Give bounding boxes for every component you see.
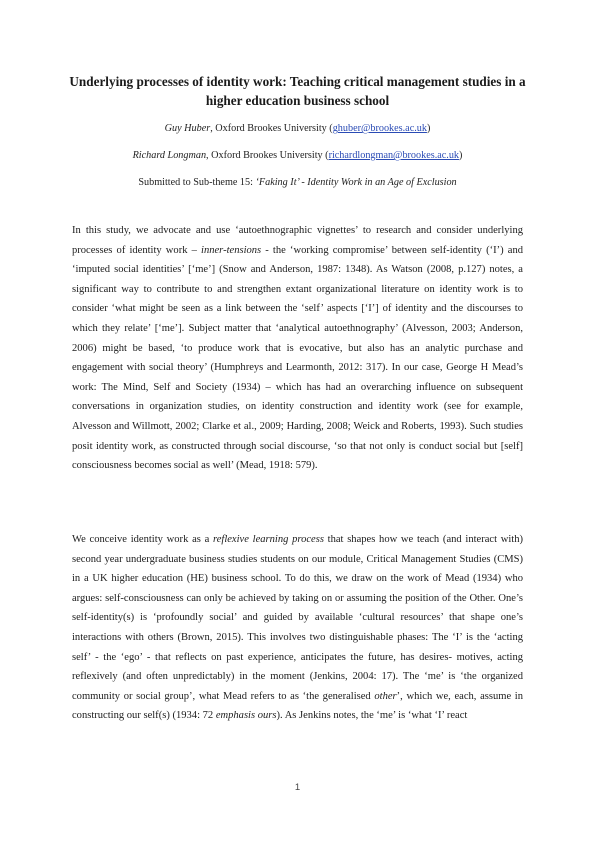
body-paragraph-1: In this study, we advocate and use ‘autoethnographic vignettes’ to research and consider underlying processes of identity work – inner-tensions - the ‘working compromise’ between self-identity (‘I’) and ‘imputed social identities’ [‘me’] (Snow and Anderson, 1987: 1348). As Watson (2008, p.127) notes, a significant way to contribute to and strengthen extant organizational literature on identity work is to consider ‘what might be seen as a link between the ‘self’ aspects [‘I’] of identity and the discourses to which they relate’ [‘me’]. Subject matter that ‘analytical autoethnography’ (Alvesson, 2003; Anderson, 2006) might be based, ‘to produce work that is evocative, but also has an analytic purchase and engagement with social theory’ (Humphreys and Learmonth, 2012: 317). In our case, George H Mead’s work: The Mind, Self and Society (1934) – which has had an overarching influence on subsequent conversations in organization studies, on identity construction and identity work (see for example, Alvesson and Willmott, 2002; Clarke et al., 2009; Harding, 2008; Weick and Roberts, 1993). Such studies posit identity work, as constructed through social discourse, ‘so that not only is conduct social but [self] consciousness becomes social as well’ (Mead, 1918: 579). bbox=[72, 225, 523, 472]
author-affiliation: Oxford Brookes University ( bbox=[211, 150, 329, 161]
author-line-2: Richard Longman, Oxford Brookes University (richardlongman@brookes.ac.uk) bbox=[132, 150, 463, 161]
author-name: Richard Longman bbox=[132, 150, 207, 161]
body-paragraph-2: We conceive identity work as a reflexive learning process that shapes how we teach (and interact with) second year undergraduate business studies students on our module, Critical Management Studies (CMS) in a UK higher education (HE) business school. To do this, we draw on the work of Mead (1934) who argues: self-consciousness can only be achieved by taking on or assuming the position of the Other. One’s self-identity(s) is ‘profoundly social’ and guided by available ‘cultural resources’ that shape one’s interactions with others (Brown, 2015). This involves two distinguishable phases: The ‘I’ is the ‘acting self’ - the ‘ego’ - that reflects on past experience, anticipates the future, has desires- motives, acting reflexively (and often unpredictably) in the moment (Jenkins, 2004: 17). The ‘me’ is ‘the organized community or social group’, what Mead refers to as ‘the generalised other’, which we, each, assume in constructing our self(s) (1934: 72 emphasis ours). As Jenkins notes, the ‘me’ is ‘what ‘I’ react bbox=[72, 534, 524, 722]
author-affiliation: Oxford Brookes University ( bbox=[215, 123, 333, 134]
page-number: 1 bbox=[294, 782, 301, 793]
paper-title: Underlying processes of identity work: Teaching critical management studies in a higher education business school bbox=[69, 74, 526, 108]
author-email-link[interactable]: ghuber@brookes.ac.uk bbox=[332, 123, 427, 134]
author-name: Guy Huber bbox=[164, 123, 211, 134]
author-email-link[interactable]: richardlongman@brookes.ac.uk bbox=[328, 150, 460, 161]
subtheme-title: ‘Faking It’ - Identity Work in an Age of Exclusion bbox=[255, 177, 457, 188]
submission-note: Submitted to Sub-theme 15: ‘Faking It’ - Identity Work in an Age of Exclusion bbox=[138, 177, 457, 188]
author-line-1: Guy Huber, Oxford Brookes University (ghuber@brookes.ac.uk) bbox=[164, 123, 431, 134]
